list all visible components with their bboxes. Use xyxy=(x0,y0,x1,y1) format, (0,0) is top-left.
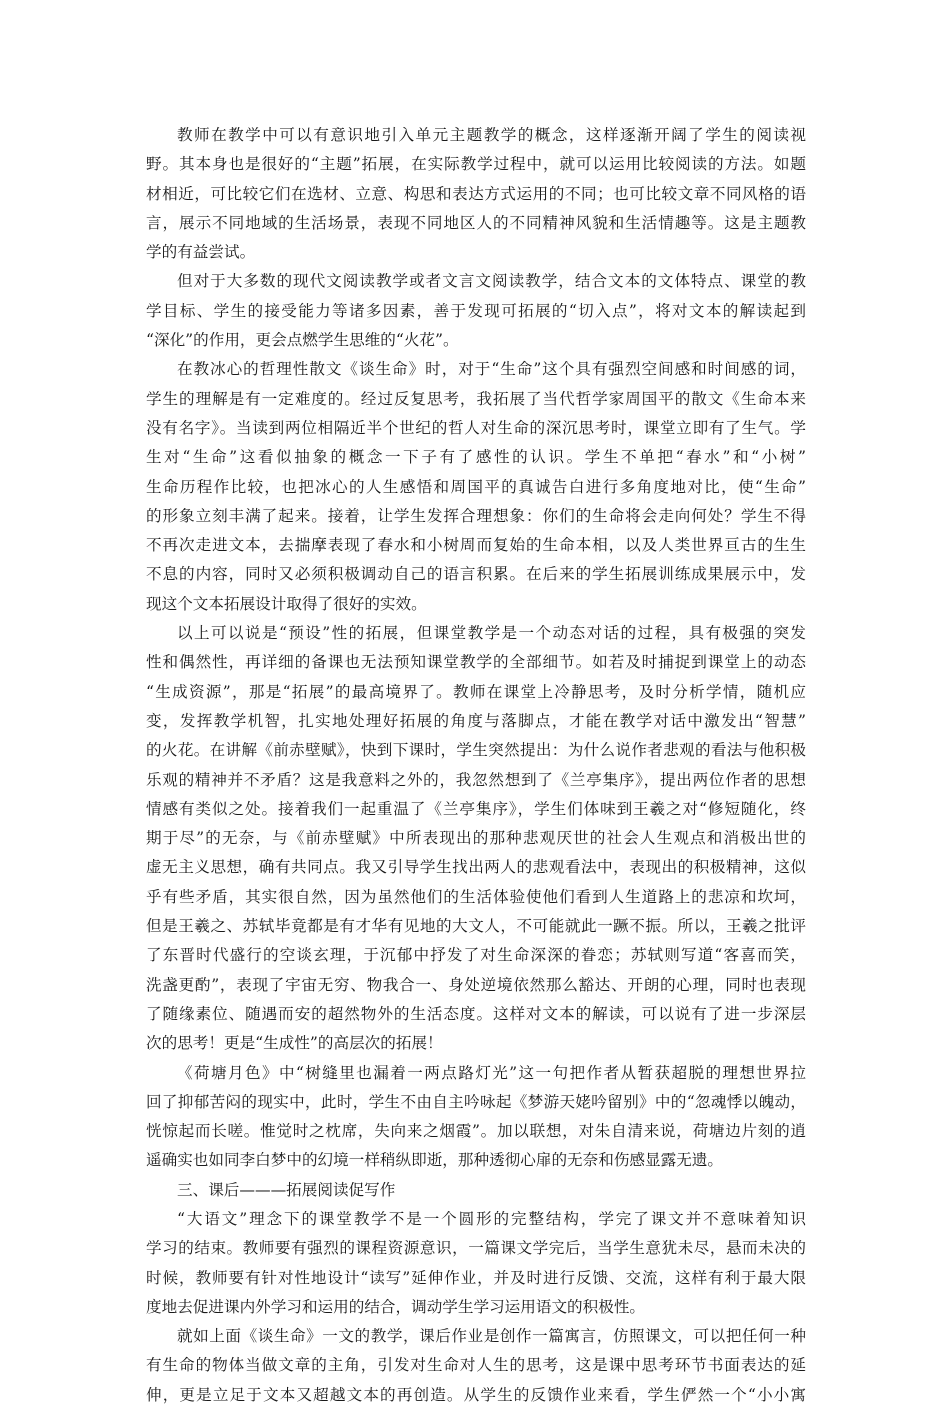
paragraph-line: “大语文”理念下的课堂教学不是一个圆形的完整结构，学完了课文并不意味着知识 xyxy=(177,1209,806,1228)
paragraph-line: 言，展示不同地域的生活场景，表现不同地区人的不同精神风貌和生活情趣等。这是主题教 xyxy=(146,213,806,232)
paragraph-line: 洗盏更酌”，表现了宇宙无穷、物我合一、身处逆境依然那么豁达、开朗的心理，同时也表现 xyxy=(146,975,806,994)
section-heading: 三、课后———拓展阅读促写作 xyxy=(177,1180,396,1199)
paragraph-line: 回了抑郁苦闷的现实中，此时，学生不由自主吟咏起《梦游天姥吟留别》中的“忽魂悸以魄动， xyxy=(146,1092,806,1111)
paragraph-line: 材相近，可比较它们在选材、立意、构思和表达方式运用的不同；也可比较文章不同风格的语 xyxy=(146,184,806,203)
paragraph-line: 学生的理解是有一定难度的。经过反复思考，我拓展了当代哲学家周国平的散文《生命本来 xyxy=(146,389,806,408)
paragraph-line: 生命历程作比较，也把冰心的人生感悟和周国平的真诚告白进行多角度地对比，使“生命” xyxy=(146,477,806,496)
paragraph-line: 在教冰心的哲理性散文《谈生命》时，对于“生命”这个具有强烈空间感和时间感的词， xyxy=(177,360,806,379)
paragraph-line: 遥确实也如同李白梦中的幻境一样稍纵即逝，那种透彻心扉的无奈和伤感显露无遗。 xyxy=(146,1151,723,1170)
paragraph-line: 教师在教学中可以有意识地引入单元主题教学的概念，这样逐渐开阔了学生的阅读视 xyxy=(177,126,806,144)
paragraph-line: 情感有类似之处。接着我们一起重温了《兰亭集序》，学生们体味到王羲之对“修短随化，终 xyxy=(146,799,806,818)
paragraph-line: 变，发挥教学机智，扎实地处理好拓展的角度与落脚点，才能在教学对话中激发出“智慧” xyxy=(146,711,806,730)
paragraph-line: 《荷塘月色》中“树缝里也漏着一两点路灯光”这一句把作者从暂获超脱的理想世界拉 xyxy=(177,1063,806,1082)
paragraph-line: 乎有些矛盾，其实很自然，因为虽然他们的生活体验使他们看到人生道路上的悲凉和坎坷， xyxy=(146,887,806,906)
paragraph-line: 不息的内容，同时又必须积极调动自己的语言积累。在后来的学生拓展训练成果展示中，发 xyxy=(146,565,806,584)
paragraph-line: 次的思考！更是“生成性”的高层次的拓展！ xyxy=(146,1034,443,1053)
paragraph-line: 野。其本身也是很好的“主题”拓展，在实际教学过程中，就可以运用比较阅读的方法。如题 xyxy=(146,155,806,174)
paragraph-line: 没有名字》。当读到两位相隔近半个世纪的哲人对生命的深沉思考时，课堂立即有了生气。学 xyxy=(146,418,806,437)
paragraph-line: 恍惊起而长嗟。惟觉时之枕席，失向来之烟霞”。加以联想，对朱自清来说，荷塘边片刻的逍 xyxy=(146,1122,806,1141)
paragraph-line: 了随缘素位、随遇而安的超然物外的生活态度。这样对文本的解读，可以说有了进一步深层 xyxy=(146,1004,806,1023)
paragraph-line: 学目标、学生的接受能力等诸多因素，善于发现可拓展的“切入点”，将对文本的解读起到 xyxy=(146,301,806,320)
paragraph-line: “生成资源”，那是“拓展”的最高境界了。教师在课堂上冷静思考，及时分析学情，随机应 xyxy=(146,682,806,701)
paragraph-line: 但对于大多数的现代文阅读教学或者文言文阅读教学，结合文本的文体特点、课堂的教 xyxy=(177,272,806,291)
paragraph-line: 度地去促进课内外学习和运用的结合，调动学生学习运用语文的积极性。 xyxy=(146,1297,646,1316)
paragraph-line: 性和偶然性，再详细的备课也无法预知课堂教学的全部细节。如若及时捕捉到课堂上的动态 xyxy=(146,653,806,672)
paragraph-line: 但是王羲之、苏轼毕竟都是有才华有见地的大文人，不可能就此一蹶不振。所以，王羲之批评 xyxy=(146,917,806,936)
paragraph-line: 虚无主义思想，确有共同点。我又引导学生找出两人的悲观看法中，表现出的积极精神，这似 xyxy=(146,858,806,877)
paragraph-line: 学习的结束。教师要有强烈的课程资源意识，一篇课文学完后，当学生意犹未尽，悬而未决的 xyxy=(146,1239,806,1258)
paragraph-line: 的形象立刻丰满了起来。接着，让学生发挥合理想象：你们的生命将会走向何处？学生不得 xyxy=(146,506,806,525)
paragraph-line: 学的有益尝试。 xyxy=(146,243,256,262)
paragraph-line: 时候，教师要有针对性地设计“读写”延伸作业，并及时进行反馈、交流，这样有利于最大限 xyxy=(146,1268,806,1287)
paragraph-line: 生对“生命”这看似抽象的概念一下子有了感性的认识。学生不单把“春水”和“小树” xyxy=(146,448,806,467)
article-body xyxy=(146,121,806,1410)
paragraph-line: 就如上面《谈生命》一文的教学，课后作业是创作一篇寓言，仿照课文，可以把任何一种 xyxy=(177,1327,806,1346)
paragraph-line: 不再次走进文本，去揣摩表现了春水和小树周而复始的生命本相，以及人类世界亘古的生生 xyxy=(146,536,806,555)
paragraph-line: “深化”的作用，更会点燃学生思维的“火花”。 xyxy=(146,331,459,350)
paragraph-line: 现这个文本拓展设计取得了很好的实效。 xyxy=(146,594,427,613)
paragraph-line: 伸，更是立足于文本又超越文本的再创造。从学生的反馈作业来看，学生俨然一个“小小寓 xyxy=(146,1385,806,1404)
paragraph-line: 以上可以说是“预设”性的拓展，但课堂教学是一个动态对话的过程，具有极强的突发 xyxy=(177,624,806,643)
paragraph-line: 有生命的物体当做文章的主角，引发对生命对人生的思考，这是课中思考环节书面表达的延 xyxy=(146,1356,806,1375)
paragraph-line: 期于尽”的无奈，与《前赤壁赋》中所表现出的那种悲观厌世的社会人生观点和消极出世的 xyxy=(146,829,806,848)
paragraph-line: 乐观的精神并不矛盾？这是我意料之外的，我忽然想到了《兰亭集序》，提出两位作者的思想 xyxy=(146,770,806,789)
paragraph-line: 了东晋时代盛行的空谈玄理，于沉郁中抒发了对生命深深的眷恋；苏轼则写道“客喜而笑， xyxy=(146,946,806,965)
paragraph-line: 的火花。在讲解《前赤壁赋》，快到下课时，学生突然提出：为什么说作者悲观的看法与他积极 xyxy=(146,741,806,760)
